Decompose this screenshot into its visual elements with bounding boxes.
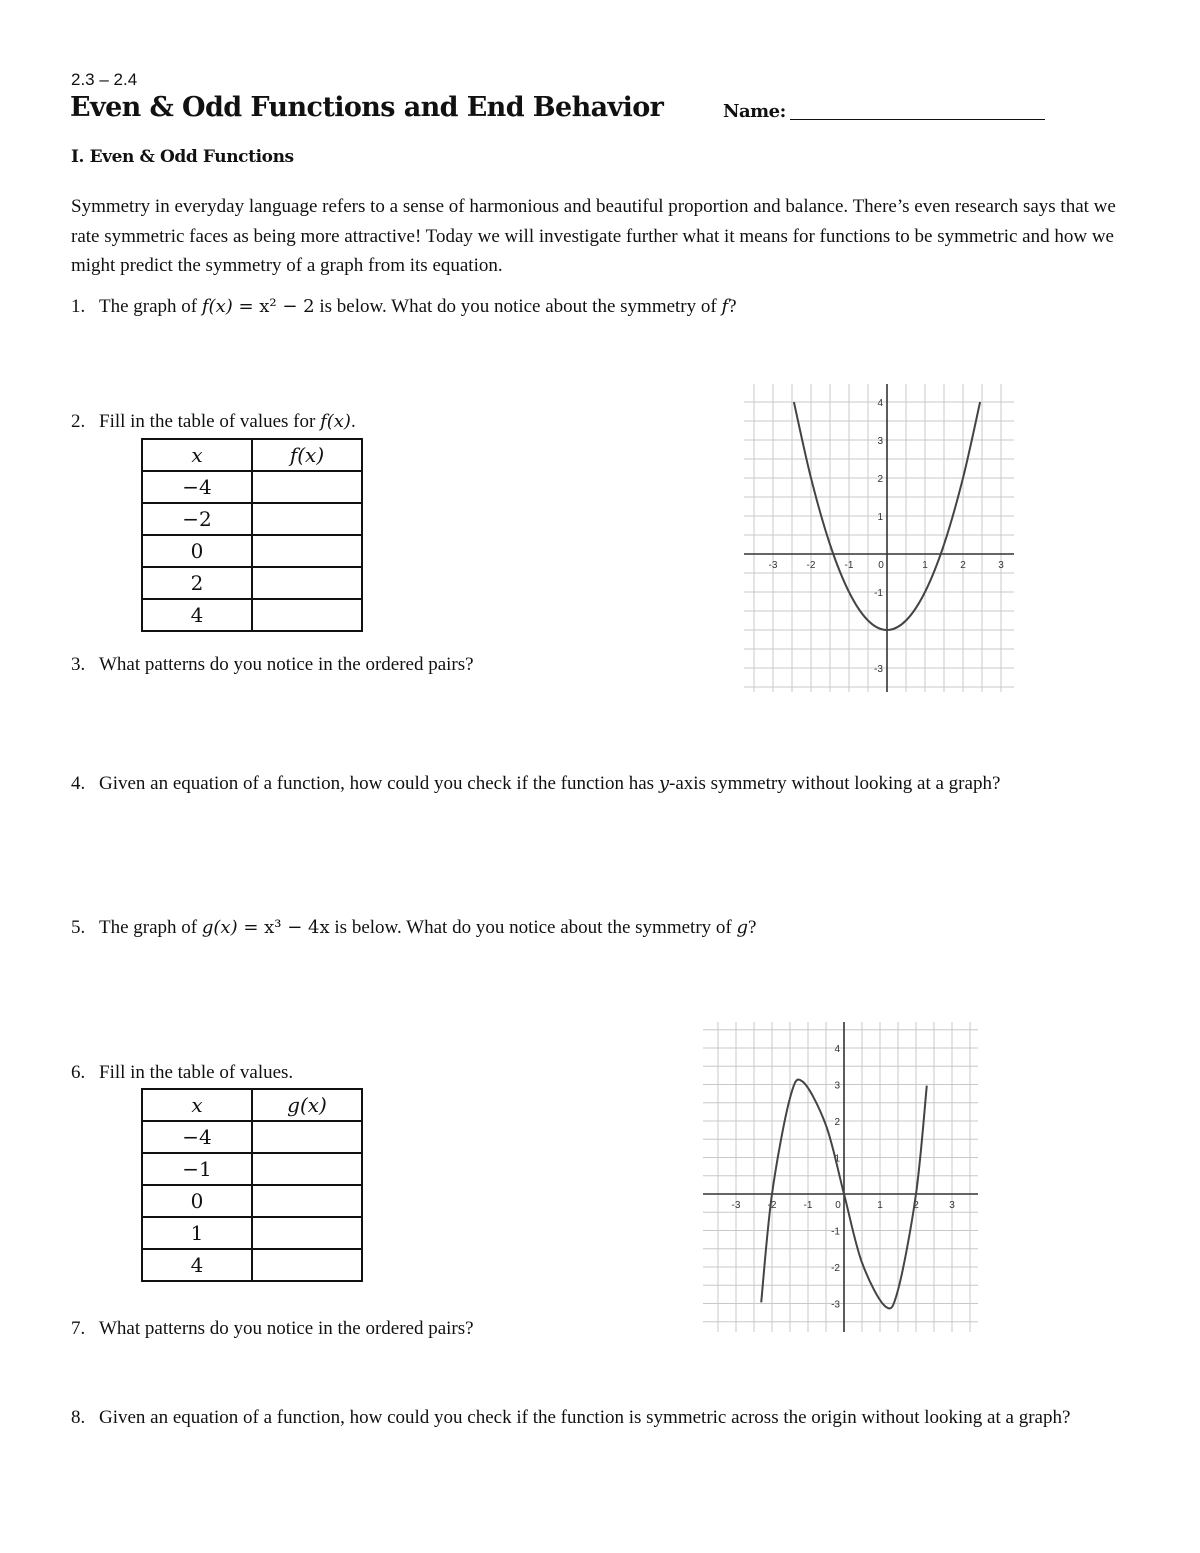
question-8	[71, 1404, 1139, 1432]
y-tick-label: -1	[831, 1226, 840, 1238]
question-text: Given an equation of a function, how could you check if the function is symmetric across the origin without looking at a graph?	[99, 1407, 1071, 1428]
y-tick-label: 1	[834, 1153, 840, 1165]
question-number: 2.	[71, 411, 86, 432]
equation: = x³ − 4x	[237, 917, 330, 938]
question-2	[71, 411, 356, 433]
x-tick-label: -3	[768, 560, 778, 571]
table-row	[142, 535, 362, 567]
answer-cell[interactable]	[252, 1185, 362, 1217]
question-number: 6.	[71, 1062, 86, 1083]
function-name: g(x)	[201, 917, 238, 938]
table-header-row	[142, 439, 362, 471]
y-tick-label: 2	[877, 474, 883, 485]
question-text: Given an equation of a function, how could you check if the function has	[99, 773, 659, 794]
question-1	[71, 296, 737, 318]
answer-cell[interactable]	[252, 503, 362, 535]
x-tick-label: 3	[998, 560, 1004, 571]
table-f-values	[141, 438, 363, 632]
question-6	[71, 1062, 293, 1084]
x-cell: 1	[142, 1217, 252, 1249]
function-name: f(x)	[320, 411, 351, 432]
x-tick-label: -2	[767, 1200, 777, 1211]
y-tick-label: -1	[874, 588, 883, 599]
y-tick-label: 1	[877, 512, 883, 523]
answer-cell[interactable]	[252, 1121, 362, 1153]
y-tick-label: 4	[834, 1044, 840, 1055]
question-text: What patterns do you notice in the ordered pairs?	[99, 1318, 474, 1339]
y-tick-label: 4	[877, 398, 883, 409]
function-name: f	[721, 296, 729, 317]
answer-cell[interactable]	[252, 471, 362, 503]
x-tick-label: 1	[877, 1200, 883, 1211]
table-row	[142, 1121, 362, 1153]
x-tick-label: -2	[806, 560, 816, 571]
graph-f-parabola	[744, 384, 1014, 692]
table-g-values	[141, 1088, 363, 1282]
table-row	[142, 567, 362, 599]
answer-cell[interactable]	[252, 567, 362, 599]
question-text: The graph of	[99, 296, 202, 317]
name-blank-line[interactable]	[790, 119, 1045, 120]
question-text: ?	[728, 296, 737, 317]
column-header-gx: g(x)	[252, 1089, 362, 1121]
answer-cell[interactable]	[252, 1217, 362, 1249]
x-tick-label: -1	[844, 560, 854, 571]
x-cell: 0	[142, 1185, 252, 1217]
x-cell: 4	[142, 1249, 252, 1281]
question-7	[71, 1318, 474, 1340]
function-name: g	[736, 917, 749, 938]
question-text: Fill in the table of values.	[99, 1062, 294, 1083]
question-5	[71, 917, 756, 939]
equation: = x² − 2	[232, 296, 315, 317]
question-number: 8.	[71, 1407, 86, 1428]
question-number: 7.	[71, 1318, 86, 1339]
y-tick-label: 2	[834, 1117, 840, 1128]
name-label: Name:	[723, 101, 786, 122]
y-tick-label: 3	[877, 436, 883, 447]
x-tick-label: 3	[949, 1200, 955, 1211]
y-tick-label: -3	[874, 664, 883, 675]
x-tick-label: 0	[878, 560, 884, 571]
answer-cell[interactable]	[252, 1249, 362, 1281]
x-tick-label: 1	[922, 560, 928, 571]
table-row	[142, 1249, 362, 1281]
answer-cell[interactable]	[252, 1153, 362, 1185]
table-header-row	[142, 1089, 362, 1121]
question-number: 4.	[71, 773, 86, 794]
table-row	[142, 1217, 362, 1249]
x-tick-label: 2	[913, 1200, 919, 1211]
x-cell: −4	[142, 1121, 252, 1153]
question-text: ?	[748, 917, 757, 938]
x-cell: 2	[142, 567, 252, 599]
y-tick-label: -3	[831, 1299, 840, 1311]
x-cell: 0	[142, 535, 252, 567]
x-tick-label: 2	[960, 560, 966, 571]
table-row	[142, 599, 362, 631]
x-cell: −1	[142, 1153, 252, 1185]
graph-g-cubic	[703, 1022, 978, 1332]
question-text: is below. What do you notice about the symmetry of	[329, 917, 737, 938]
answer-cell[interactable]	[252, 535, 362, 567]
column-header-x: x	[142, 1089, 252, 1121]
function-name: f(x)	[201, 296, 233, 317]
question-number: 3.	[71, 654, 86, 675]
table-row	[142, 471, 362, 503]
variable-name: y	[658, 773, 669, 794]
answer-cell[interactable]	[252, 599, 362, 631]
question-text: Fill in the table of values for	[99, 411, 321, 432]
section-code: 2.3 – 2.4	[71, 70, 138, 89]
table-row	[142, 503, 362, 535]
column-header-fx: f(x)	[252, 439, 362, 471]
question-number: 5.	[71, 917, 86, 938]
question-3	[71, 654, 474, 676]
part-heading: I. Even & Odd Functions	[71, 147, 294, 167]
question-text: .	[350, 411, 356, 432]
question-text: The graph of	[99, 917, 202, 938]
x-tick-label: -1	[803, 1200, 813, 1211]
table-row	[142, 1153, 362, 1185]
x-cell: −4	[142, 471, 252, 503]
x-cell: −2	[142, 503, 252, 535]
page-title: Even & Odd Functions and End Behavior	[70, 92, 664, 123]
question-text: -axis symmetry without looking at a graph?	[669, 773, 1001, 794]
y-tick-label: 3	[834, 1080, 840, 1092]
x-tick-label: 0	[835, 1200, 841, 1211]
x-tick-label: -3	[731, 1200, 741, 1211]
column-header-x: x	[142, 439, 252, 471]
question-text: is below. What do you notice about the symmetry of	[314, 296, 722, 317]
y-tick-label: -2	[831, 1263, 840, 1274]
x-cell: 4	[142, 599, 252, 631]
intro-paragraph: Symmetry in everyday language refers to a sense of harmonious and beautiful proportion and balance. There’s even research says that we rate symmetric faces as being more attractive! Today we will investigate further what it means for functions to be symmetric and how we might predict the symmetry of a graph from its equation.	[71, 196, 1116, 276]
question-text: What patterns do you notice in the ordered pairs?	[99, 654, 474, 675]
question-4	[71, 770, 1159, 798]
question-number: 1.	[71, 296, 86, 317]
table-row	[142, 1185, 362, 1217]
